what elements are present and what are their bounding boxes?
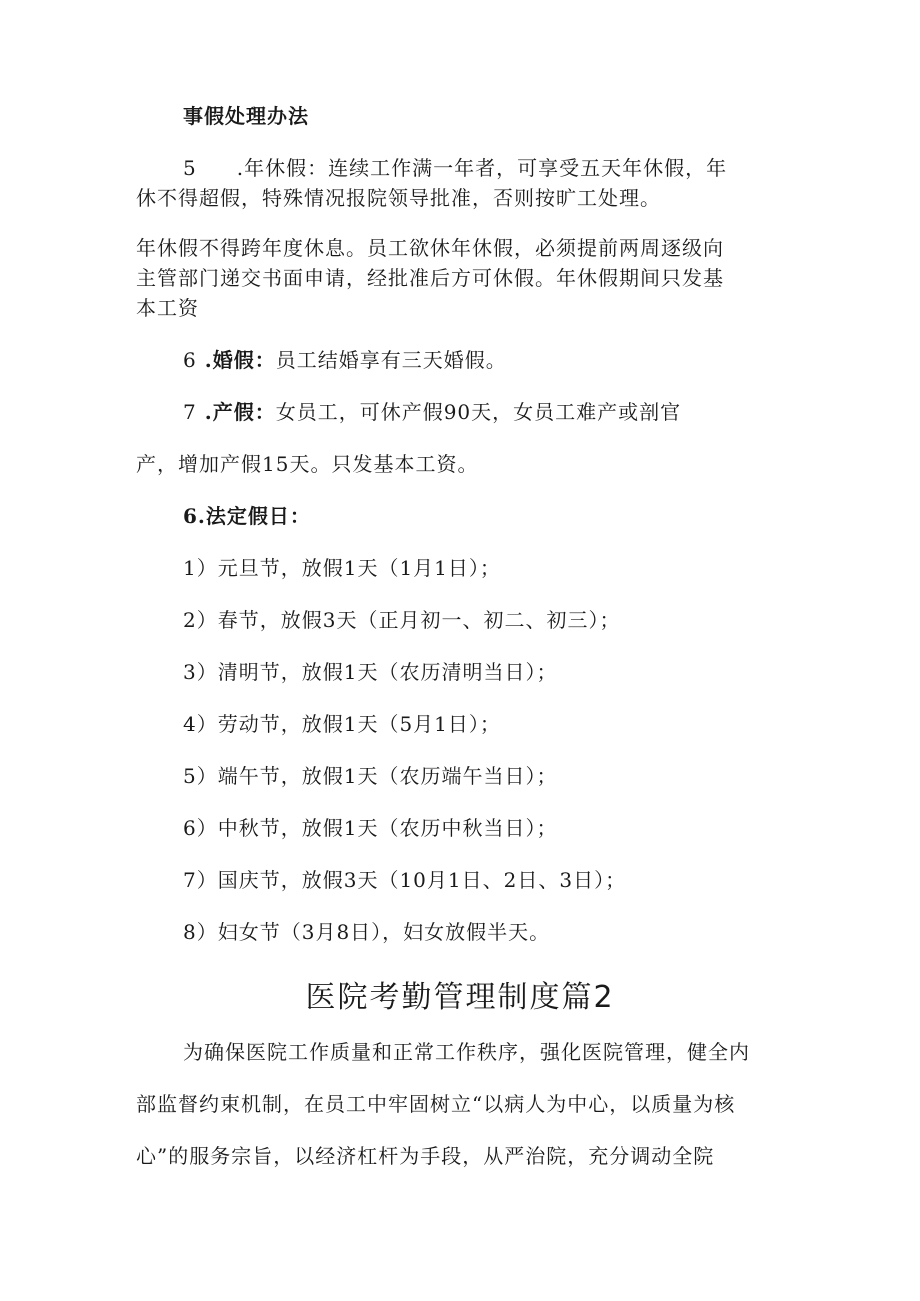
maternity-leave-text: 女员工，可休产假90天，女员工难产或剖官 (275, 400, 682, 424)
marriage-leave-text: 员工结婚享有三天婚假。 (275, 348, 507, 372)
holidays-heading: 6.法定假日： (183, 504, 311, 528)
holiday-item: 2）春节，放假3天（正月初一、初二、初三）； (183, 608, 621, 632)
holiday-item: 1）元旦节，放假1天（1月1日）； (183, 556, 501, 580)
intro-line-1: 为确保医院工作质量和正常工作秩序，强化医院管理，健全内 (183, 1040, 750, 1064)
annual-leave-line-2: 休不得超假，特殊情况报院领导批准，否则按旷工处理。 (136, 186, 661, 210)
maternity-leave-label: .产假： (204, 400, 276, 424)
holiday-item: 7）国庆节，放假3天（10月1日、2日、3日）； (183, 868, 627, 892)
annual-leave-rules-line-2: 主管部门递交书面申请，经批准后方可休假。年休假期间只发基 (136, 266, 724, 290)
intro-line-2: 部监督约束机制，在员工中牢固树立“以病人为中心，以质量为核 (136, 1092, 736, 1116)
holiday-item: 3）清明节，放假1天（农历清明当日）； (183, 660, 558, 684)
section-heading: 事假处理办法 (183, 104, 309, 128)
holiday-item: 8）妇女节（3月8日），妇女放假半天。 (183, 920, 551, 944)
holiday-item: 4）劳动节，放假1天（5月1日）； (183, 712, 501, 736)
chapter-title: 医院考勤管理制度篇2 (305, 980, 615, 1015)
marriage-leave-item (183, 346, 507, 374)
annual-leave-rules-line-3: 本工资 (136, 296, 199, 320)
annual-leave-rules-line-1: 年休假不得跨年度休息。员工欲休年休假，必须提前两周逐级向 (136, 236, 724, 260)
maternity-leave-item (183, 398, 681, 426)
annual-leave-line-1 (183, 154, 727, 182)
marriage-leave-number: 6 (183, 348, 197, 372)
annual-leave-text: .年休假：连续工作满一年者，可享受五天年休假，年 (236, 156, 728, 180)
intro-line-3: 心”的服务宗旨，以经济杠杆为手段，从严治院，充分调动全院 (136, 1144, 715, 1168)
holiday-item: 6）中秋节，放假1天（农历中秋当日）； (183, 816, 558, 840)
maternity-leave-line-2: 产，增加产假15天。只发基本工资。 (136, 452, 479, 476)
maternity-leave-number: 7 (183, 400, 197, 424)
holiday-item: 5）端午节，放假1天（农历端午当日）； (183, 764, 558, 788)
marriage-leave-label: .婚假： (204, 348, 276, 372)
annual-leave-number: 5 (183, 156, 197, 180)
